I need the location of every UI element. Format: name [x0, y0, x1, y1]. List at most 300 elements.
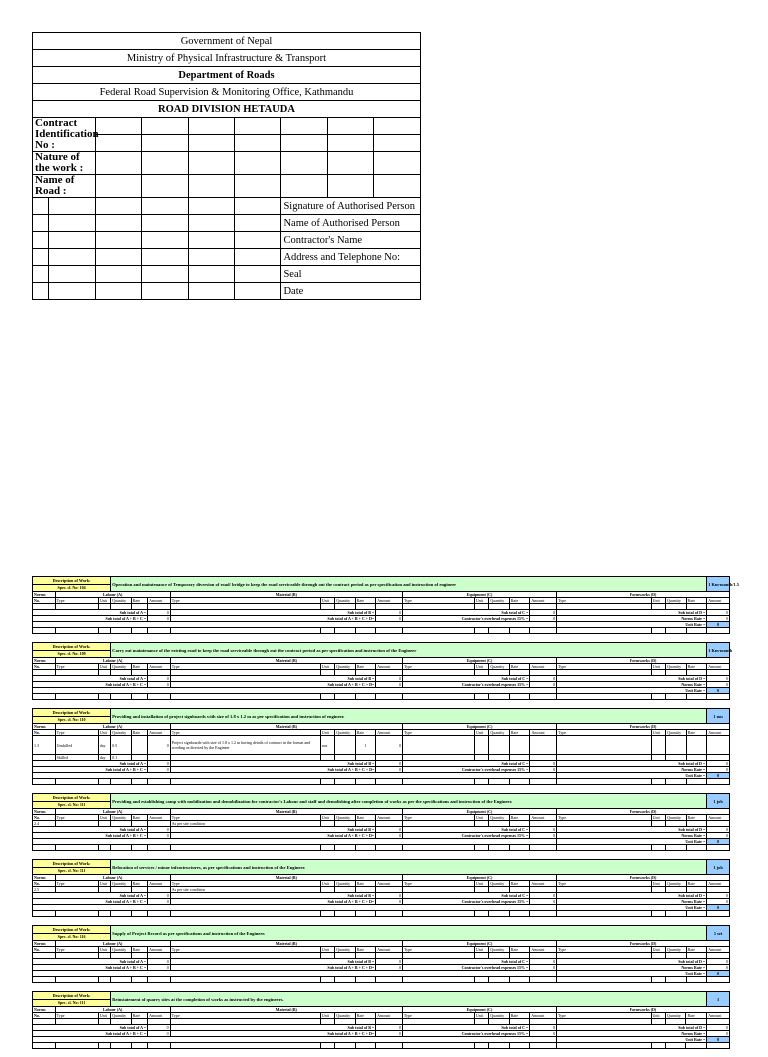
subtotal-abc-value: 0	[148, 1031, 171, 1037]
col-amount: Amount	[148, 1013, 171, 1019]
col-amount: Amount	[707, 730, 730, 736]
overhead-value: 0	[530, 1031, 557, 1037]
subtotal-b-value: 0	[376, 761, 403, 767]
col-type: Type	[55, 881, 98, 887]
col-amount: Amount	[376, 881, 403, 887]
subtotal-a-label: Sub total of A =	[33, 676, 148, 682]
subtotal-c-value: 0	[530, 676, 557, 682]
col-type: Type	[402, 598, 474, 604]
subtotal-b-label: Sub total of B =	[170, 893, 376, 899]
col-quantity: Quantity	[111, 881, 132, 887]
subtotal-c-value: 0	[530, 959, 557, 965]
unit-rate-label: Unit Rate =	[557, 773, 707, 779]
subtotal-b-value: 0	[376, 893, 403, 899]
subtotal-abc-label: Sub total of A + B + C =	[33, 616, 148, 622]
norms-rate-value: 0	[707, 682, 730, 688]
overhead-value: 0	[530, 965, 557, 971]
norms-rate-value: 0	[707, 965, 730, 971]
subtotal-a-value: 0	[148, 1025, 171, 1031]
unit-rate-label: Unit Rate =	[557, 971, 707, 977]
header-form	[32, 32, 421, 300]
formworks-header: Formworks (D)	[557, 941, 730, 947]
unit-rate-label: Unit Rate =	[557, 622, 707, 628]
subtotal-b-label: Sub total of B =	[170, 827, 376, 833]
col-type: Type	[55, 664, 98, 670]
col-type: Type	[170, 730, 320, 736]
subtotal-d-label: Sub total of D =	[557, 1025, 707, 1031]
col-rate: Rate	[509, 881, 530, 887]
subtotal-abcd-label: Sub total of A + B + C + D=	[170, 965, 376, 971]
labour-header: Labour (A)	[55, 809, 170, 815]
subtotal-abc-label: Sub total of A + B + C =	[33, 965, 148, 971]
overhead-value: 0	[530, 833, 557, 839]
subtotal-a-label: Sub total of A =	[33, 959, 148, 965]
subtotal-c-label: Sub total of C =	[402, 827, 529, 833]
overhead-label: Contractor's overhead expenses 15% =	[402, 965, 529, 971]
work-unit: 1 set	[707, 926, 730, 941]
col-amount: Amount	[530, 815, 557, 821]
col-type: Type	[170, 664, 320, 670]
labour-header: Labour (A)	[55, 875, 170, 881]
col-quantity: Quantity	[489, 664, 510, 670]
overhead-value: 0	[530, 767, 557, 773]
col-unit: Unit	[320, 815, 334, 821]
col-unit: Unit	[651, 815, 665, 821]
col-unit: Unit	[474, 664, 488, 670]
norm-no-label: No.	[33, 730, 56, 736]
work-unit: 1 Km-month	[707, 643, 730, 658]
unit-rate-value: 0	[707, 905, 730, 911]
col-unit: Unit	[98, 815, 110, 821]
spec-clause: Spec. cl. No: 116	[33, 933, 111, 941]
col-type: Type	[557, 815, 652, 821]
work-unit: 1 job	[707, 794, 730, 809]
col-type: Type	[55, 598, 98, 604]
col-type: Type	[170, 947, 320, 953]
rate-analysis-block	[32, 793, 730, 851]
col-type: Type	[170, 598, 320, 604]
col-amount: Amount	[376, 598, 403, 604]
col-quantity: Quantity	[335, 730, 356, 736]
subtotal-a-value: 0	[148, 893, 171, 899]
col-unit: Unit	[474, 881, 488, 887]
col-unit: Unit	[651, 598, 665, 604]
norms-label: Norms	[33, 592, 56, 598]
spec-clause: Spec. cl. No: 111	[33, 999, 111, 1007]
subtotal-abc-value: 0	[148, 767, 171, 773]
subtotal-abc-label: Sub total of A + B + C =	[33, 899, 148, 905]
col-type: Type	[55, 730, 98, 736]
col-amount: Amount	[707, 1013, 730, 1019]
rate-analysis-block	[32, 991, 730, 1049]
col-unit: Unit	[651, 730, 665, 736]
unit-rate-label: Unit Rate =	[557, 688, 707, 694]
subtotal-abc-label: Sub total of A + B + C =	[33, 1031, 148, 1037]
col-type: Type	[55, 815, 98, 821]
norms-rate-label: Norms Rate =	[557, 616, 707, 622]
col-unit: Unit	[474, 598, 488, 604]
description-label: Description of Work:	[33, 794, 111, 802]
subtotal-abcd-value: 0	[376, 899, 403, 905]
col-unit: Unit	[98, 881, 110, 887]
overhead-value: 0	[530, 616, 557, 622]
col-quantity: Quantity	[489, 815, 510, 821]
col-rate: Rate	[686, 881, 707, 887]
subtotal-c-value: 0	[530, 893, 557, 899]
col-rate: Rate	[686, 598, 707, 604]
col-quantity: Quantity	[335, 1013, 356, 1019]
col-quantity: Quantity	[111, 947, 132, 953]
material-unit: nos	[320, 736, 334, 755]
norms-label: Norms	[33, 809, 56, 815]
col-unit: Unit	[320, 947, 334, 953]
unit-rate-value: 0	[707, 773, 730, 779]
formworks-header: Formworks (D)	[557, 724, 730, 730]
norms-rate-label: Norms Rate =	[557, 767, 707, 773]
col-unit: Unit	[651, 664, 665, 670]
subtotal-a-label: Sub total of A =	[33, 761, 148, 767]
col-amount: Amount	[530, 1013, 557, 1019]
col-rate: Rate	[131, 598, 147, 604]
col-unit: Unit	[474, 815, 488, 821]
col-rate: Rate	[509, 598, 530, 604]
col-type: Type	[402, 664, 474, 670]
rate-analysis-section	[32, 576, 739, 1057]
labour-amount: 0	[148, 736, 171, 755]
subtotal-a-label: Sub total of A =	[33, 610, 148, 616]
col-rate: Rate	[509, 1013, 530, 1019]
col-rate: Rate	[131, 730, 147, 736]
material-quantity: 1	[355, 736, 376, 755]
col-type: Type	[403, 730, 475, 736]
header-department: Department of Roads	[33, 67, 421, 84]
col-unit: Unit	[474, 730, 488, 736]
overhead-label: Contractor's overhead expenses 15% =	[402, 833, 529, 839]
norm-no: 1.3	[33, 736, 56, 755]
header-division: ROAD DIVISION HETAUDA	[33, 101, 421, 118]
col-unit: Unit	[320, 664, 334, 670]
material-header: Material (B)	[170, 724, 402, 730]
labour-quantity: 0.1	[111, 755, 132, 761]
col-rate: Rate	[509, 730, 530, 736]
norms-rate-label: Norms Rate =	[557, 833, 707, 839]
subtotal-b-label: Sub total of B =	[170, 676, 376, 682]
col-quantity: Quantity	[489, 881, 510, 887]
overhead-value: 0	[530, 682, 557, 688]
labour-quantity: 0.5	[111, 736, 132, 755]
col-type: Type	[402, 947, 474, 953]
col-type: Type	[557, 598, 652, 604]
norm-no: 2.4	[33, 821, 56, 827]
description-label: Description of Work:	[33, 926, 111, 934]
subtotal-abcd-value: 0	[376, 616, 403, 622]
col-type: Type	[402, 881, 474, 887]
subtotal-d-value: 0	[707, 1025, 730, 1031]
col-quantity: Quantity	[666, 881, 687, 887]
rate-analysis-block	[32, 859, 730, 917]
col-quantity: Quantity	[111, 664, 132, 670]
work-unit: 1 nos	[707, 709, 730, 724]
overhead-label: Contractor's overhead expenses 15% =	[402, 1031, 529, 1037]
work-description: Reinstatement of quarry sites at the completion of works as instructed by the engineers.	[111, 992, 707, 1007]
col-amount: Amount	[530, 947, 557, 953]
material-header: Material (B)	[170, 941, 402, 947]
col-type: Type	[557, 947, 652, 953]
col-amount: Amount	[530, 730, 557, 736]
subtotal-b-value: 0	[376, 610, 403, 616]
spec-clause: Spec. cl. No: 109	[33, 650, 111, 658]
col-amount: Amount	[148, 947, 171, 953]
col-quantity: Quantity	[489, 1013, 510, 1019]
norms-rate-value: 0	[707, 1031, 730, 1037]
norms-label: Norms	[33, 875, 56, 881]
subtotal-d-value: 0	[707, 893, 730, 899]
subtotal-d-value: 0	[707, 827, 730, 833]
subtotal-abc-value: 0	[148, 965, 171, 971]
col-unit: Unit	[320, 1013, 334, 1019]
overhead-label: Contractor's overhead expenses 15% =	[403, 767, 530, 773]
rate-analysis-block	[32, 642, 733, 700]
col-quantity: Quantity	[335, 881, 356, 887]
col-rate: Rate	[686, 1013, 707, 1019]
col-rate: Rate	[131, 947, 147, 953]
col-unit: Unit	[320, 881, 334, 887]
contractor-name-label: Contractor's Name	[281, 232, 421, 249]
col-amount: Amount	[707, 815, 730, 821]
col-type: Type	[402, 815, 474, 821]
subtotal-abc-value: 0	[148, 616, 171, 622]
norms-rate-value: 0	[707, 899, 730, 905]
col-amount: Amount	[707, 598, 730, 604]
material-header: Material (B)	[170, 1007, 402, 1013]
subtotal-c-label: Sub total of C =	[402, 1025, 529, 1031]
norm-no-label: No.	[33, 664, 56, 670]
subtotal-c-value: 0	[530, 827, 557, 833]
col-quantity: Quantity	[665, 598, 686, 604]
col-rate: Rate	[686, 730, 707, 736]
col-amount: Amount	[376, 730, 403, 736]
col-rate: Rate	[355, 598, 376, 604]
col-rate: Rate	[509, 664, 530, 670]
col-unit: Unit	[474, 1013, 488, 1019]
material-header: Material (B)	[170, 875, 402, 881]
unit-rate-label: Unit Rate =	[557, 1037, 707, 1043]
col-type: Type	[170, 1013, 320, 1019]
name-authorised-label: Name of Authorised Person	[281, 215, 421, 232]
labour-type: Unskilled	[55, 736, 98, 755]
rate-analysis-block	[32, 708, 730, 785]
material-amount: 0	[376, 736, 403, 755]
subtotal-d-label: Sub total of D =	[557, 959, 707, 965]
rate-analysis-block	[32, 925, 730, 983]
subtotal-b-label: Sub total of B =	[170, 959, 376, 965]
subtotal-abc-label: Sub total of A + B + C =	[33, 833, 148, 839]
formworks-header: Formworks (D)	[557, 875, 730, 881]
address-phone-label: Address and Telephone No:	[281, 249, 421, 266]
subtotal-b-value: 0	[376, 676, 403, 682]
subtotal-abcd-label: Sub total of A + B + C + D=	[170, 616, 376, 622]
norms-rate-value: 0	[707, 833, 730, 839]
norms-rate-label: Norms Rate =	[557, 682, 707, 688]
subtotal-d-label: Sub total of D =	[557, 610, 707, 616]
unit-rate-value: 0	[707, 688, 730, 694]
norms-rate-value: 0	[707, 767, 730, 773]
col-quantity: Quantity	[665, 947, 686, 953]
subtotal-a-label: Sub total of A =	[33, 1025, 148, 1031]
work-description: Relocation of services / minor infrastructures, as per specifications and instruction of the Engineer.	[111, 860, 707, 875]
subtotal-abcd-value: 0	[376, 767, 403, 773]
description-label: Description of Work:	[33, 992, 111, 1000]
col-type: Type	[402, 1013, 474, 1019]
work-description: Carry out maintenance of the existing road to keep the road serviceable through out the contract period as per specification and instruction of the Engineer	[111, 643, 707, 658]
col-amount: Amount	[376, 664, 403, 670]
subtotal-c-value: 0	[530, 1025, 557, 1031]
col-unit: Unit	[98, 730, 110, 736]
description-label: Description of Work:	[33, 577, 111, 585]
col-rate: Rate	[509, 815, 530, 821]
col-rate: Rate	[686, 947, 707, 953]
overhead-label: Contractor's overhead expenses 15% =	[402, 899, 529, 905]
col-rate: Rate	[355, 730, 376, 736]
equipment-header: Equipment (C)	[402, 875, 556, 881]
formworks-header: Formworks (D)	[557, 809, 730, 815]
col-type: Type	[557, 664, 652, 670]
col-unit: Unit	[320, 598, 334, 604]
col-unit: Unit	[98, 1013, 110, 1019]
col-unit: Unit	[98, 664, 110, 670]
nature-of-work-label: Nature of the work :	[33, 152, 96, 175]
labour-header: Labour (A)	[55, 941, 170, 947]
col-rate: Rate	[355, 947, 376, 953]
rate-analysis-block	[32, 576, 739, 634]
norms-rate-value: 0	[707, 616, 730, 622]
col-quantity: Quantity	[335, 664, 356, 670]
work-description: Operation and maintenance of Temporary diversion of road/ bridge to keep the road serviceable through out the contract period as per specification and instruction of engineer	[111, 577, 707, 592]
norms-label: Norms	[33, 1007, 56, 1013]
col-unit: Unit	[320, 730, 334, 736]
col-quantity: Quantity	[111, 1013, 132, 1019]
col-quantity: Quantity	[111, 815, 132, 821]
subtotal-a-value: 0	[148, 610, 171, 616]
subtotal-a-label: Sub total of A =	[33, 827, 148, 833]
subtotal-b-label: Sub total of B =	[170, 761, 376, 767]
subtotal-abc-label: Sub total of A + B + C =	[33, 767, 148, 773]
subtotal-abc-value: 0	[148, 899, 171, 905]
header-office: Federal Road Supervision & Monitoring Office, Kathmandu	[33, 84, 421, 101]
subtotal-a-value: 0	[148, 827, 171, 833]
col-rate: Rate	[355, 1013, 376, 1019]
subtotal-c-value: 0	[530, 610, 557, 616]
work-unit: 1	[707, 992, 730, 1007]
subtotal-d-value: 0	[707, 676, 730, 682]
unit-rate-value: 0	[707, 622, 730, 628]
col-amount: Amount	[530, 881, 557, 887]
header-ministry: Ministry of Physical Infrastructure & Transport	[33, 50, 421, 67]
header-government: Government of Nepal	[33, 33, 421, 50]
col-quantity: Quantity	[111, 598, 132, 604]
col-quantity: Quantity	[665, 1013, 686, 1019]
col-unit: Unit	[651, 1013, 665, 1019]
subtotal-a-value: 0	[148, 959, 171, 965]
date-label: Date	[281, 283, 421, 300]
subtotal-abcd-value: 0	[376, 1031, 403, 1037]
subtotal-c-label: Sub total of C =	[402, 676, 529, 682]
col-unit: Unit	[651, 881, 665, 887]
spec-clause: Spec. cl. No: 111	[33, 801, 111, 809]
description-label: Description of Work:	[33, 709, 111, 717]
subtotal-b-label: Sub total of B =	[170, 610, 376, 616]
norms-label: Norms	[33, 941, 56, 947]
col-quantity: Quantity	[489, 598, 510, 604]
norms-rate-label: Norms Rate =	[557, 1031, 707, 1037]
overhead-label: Contractor's overhead expenses 15% =	[402, 682, 529, 688]
unit-rate-value: 0	[707, 1037, 730, 1043]
spec-clause: Spec. cl. No: 110	[33, 716, 111, 724]
col-rate: Rate	[131, 881, 147, 887]
equipment-header: Equipment (C)	[402, 941, 556, 947]
col-quantity: Quantity	[335, 815, 356, 821]
subtotal-c-label: Sub total of C =	[402, 959, 529, 965]
col-rate: Rate	[355, 815, 376, 821]
col-type: Type	[170, 881, 320, 887]
subtotal-c-label: Sub total of C =	[402, 610, 529, 616]
col-rate: Rate	[509, 947, 530, 953]
material-note: As per site condition	[170, 821, 320, 827]
overhead-value: 0	[530, 899, 557, 905]
col-amount: Amount	[530, 664, 557, 670]
labour-header: Labour (A)	[55, 658, 170, 664]
material-header: Material (B)	[170, 809, 402, 815]
subtotal-abcd-value: 0	[376, 833, 403, 839]
labour-unit: day	[98, 736, 110, 755]
formworks-header: Formworks (D)	[557, 1007, 730, 1013]
material-header: Material (B)	[170, 658, 402, 664]
subtotal-b-label: Sub total of B =	[170, 1025, 376, 1031]
col-type: Type	[557, 1013, 652, 1019]
equipment-header: Equipment (C)	[402, 1007, 556, 1013]
norm-no-label: No.	[33, 815, 56, 821]
seal-label: Seal	[281, 266, 421, 283]
col-rate: Rate	[131, 815, 147, 821]
col-quantity: Quantity	[335, 947, 356, 953]
norm-no-label: No.	[33, 947, 56, 953]
subtotal-d-value: 0	[707, 959, 730, 965]
norm-no-label: No.	[33, 881, 56, 887]
labour-type: Skilled	[55, 755, 98, 761]
col-amount: Amount	[376, 947, 403, 953]
subtotal-a-value: 0	[148, 761, 171, 767]
col-amount: Amount	[376, 815, 403, 821]
material-note: As per site condition	[170, 887, 320, 893]
col-quantity: Quantity	[489, 947, 510, 953]
description-label: Description of Work:	[33, 643, 111, 651]
norm-no-label: No.	[33, 1013, 56, 1019]
col-rate: Rate	[131, 1013, 147, 1019]
subtotal-abcd-value: 0	[376, 682, 403, 688]
overhead-label: Contractor's overhead expenses 15% =	[402, 616, 529, 622]
norms-rate-label: Norms Rate =	[557, 965, 707, 971]
col-quantity: Quantity	[665, 815, 686, 821]
col-amount: Amount	[148, 730, 171, 736]
col-type: Type	[170, 815, 320, 821]
col-unit: Unit	[98, 598, 110, 604]
col-amount: Amount	[707, 881, 730, 887]
subtotal-c-label: Sub total of C =	[402, 893, 529, 899]
subtotal-a-label: Sub total of A =	[33, 893, 148, 899]
subtotal-d-value: 0	[707, 610, 730, 616]
work-description: Supply of Project Record as per specifications and instruction of the Engineer.	[111, 926, 707, 941]
equipment-header: Equipment (C)	[403, 724, 557, 730]
